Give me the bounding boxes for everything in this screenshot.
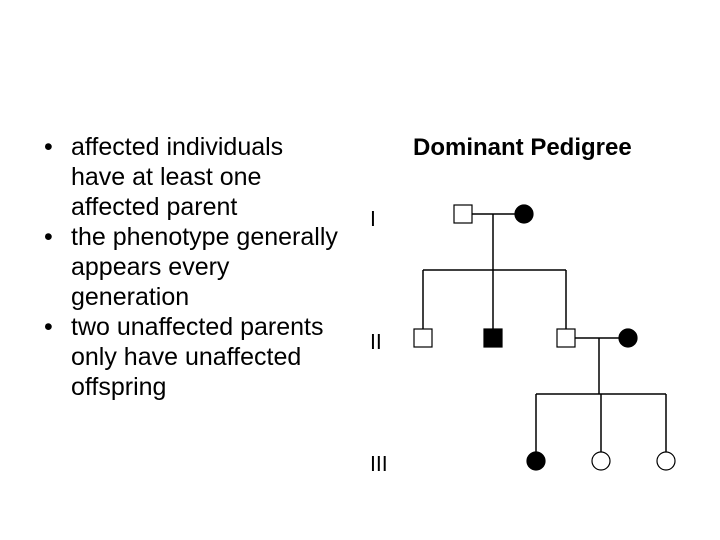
generation-label-i: I	[370, 207, 376, 231]
generation-label-iii: III	[370, 452, 388, 476]
affected-male-ii-2	[484, 329, 502, 347]
pedigree-symbols	[414, 205, 675, 470]
affected-female-ii-4	[619, 329, 637, 347]
generation-label-ii: II	[370, 330, 382, 354]
bullet-marker: •	[44, 313, 53, 341]
bullet-text: affected individuals have at least one affected parent	[71, 133, 284, 221]
bullet-marker: •	[44, 223, 53, 251]
pedigree-title: Dominant Pedigree	[413, 134, 632, 161]
bullet-text: two unaffected parents only have unaffected offspring	[71, 313, 324, 401]
bullet-text: the phenotype generally appears every generation	[71, 223, 338, 311]
unaffected-female-iii-2	[592, 452, 610, 470]
unaffected-male-ii-1	[414, 329, 432, 347]
unaffected-male-i-1	[454, 205, 472, 223]
affected-female-iii-1	[527, 452, 545, 470]
unaffected-female-iii-3	[657, 452, 675, 470]
affected-female-i-2	[515, 205, 533, 223]
bullet-marker: •	[44, 133, 53, 161]
unaffected-male-ii-3	[557, 329, 575, 347]
